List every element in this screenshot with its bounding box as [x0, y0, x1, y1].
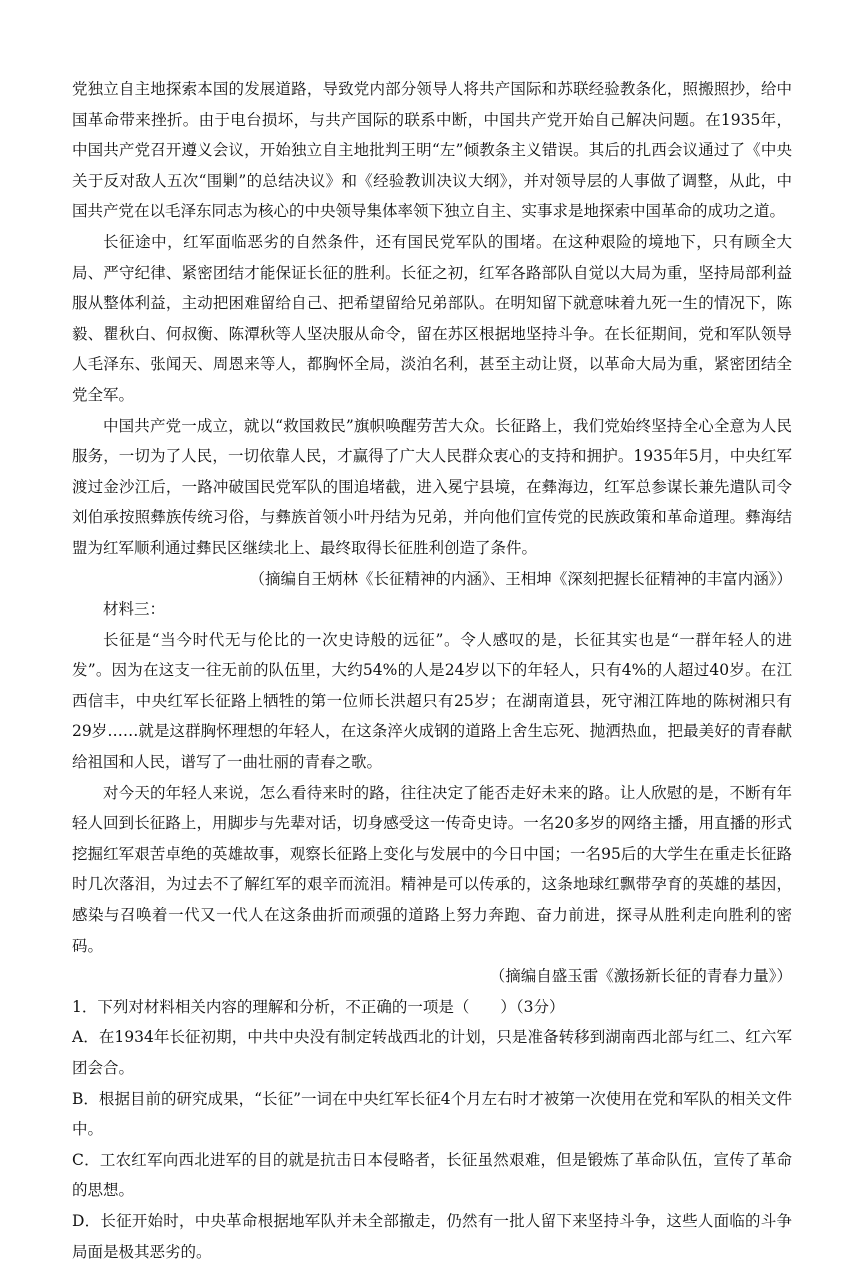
option-c[interactable]: C．工农红军向西北进军的目的就是抗击日本侵略者，长征虽然艰难，但是锻炼了革命队伍，宣传了革命的思想。 — [72, 1150, 792, 1200]
source-citation-2: （摘编自王炳林《长征精神的内涵》、王相坤《深刻把握长征精神的丰富内涵》） — [249, 569, 792, 588]
material-3-paragraph-1: 长征是“当今时代无与伦比的一次史诗般的远征”。令人感叹的是，长征其实也是“一群年轻人的进发”。因为在这支一往无前的队伍里，大约54%的人是24岁以下的年轻人，只有4%的人超过40岁。在江西信丰，中央红军长征路上牺牲的第一位师长洪超只有25岁；在湖南道县，死守湘江阵地的陈树湘只有29岁……就是这群胸怀理想的年轻人，在这条淬火成钢的道路上舍生忘死、抛洒热血，把最美好的青春献给祖国和人民，谱写了一曲壮丽的青春之歌。 — [72, 630, 792, 772]
option-a[interactable]: A．在1934年长征初期，中共中央没有制定转战西北的计划，只是准备转移到湖南西北部与红二、红六军团会合。 — [72, 1028, 792, 1077]
option-d[interactable]: D．长征开始时，中央革命根据地军队并未全部撤走，仍然有一批人留下来坚持斗争，这些人面临的斗争局面是极其恶劣的。 — [72, 1211, 792, 1261]
paragraph-discipline: 长征途中，红军面临恶劣的自然条件，还有国民党军队的围堵。在这种艰险的境地下，只有顾全大局、严守纪律、紧密团结才能保证长征的胜利。长征之初，红军各路部队自觉以大局为重，坚持局部利益服从整体利益，主动把困难留给自己、把希望留给兄弟部队。在明知留下就意味着九死一生的情况下，陈毅、瞿秋白、何叔衡、陈潭秋等人坚决服从命令，留在苏区根据地坚持斗争。在长征期间，党和军队领导人毛泽东、张闻天、周恩来等人，都胸怀全局，淡泊名利，甚至主动让贤，以革命大局为重，紧密团结全党全军。 — [72, 232, 792, 404]
paragraph-people: 中国共产党一成立，就以“救国救民”旗帜唤醒劳苦大众。长征路上，我们党始终坚持全心全意为人民服务，一切为了人民，一切依靠人民，才赢得了广大人民群众衷心的支持和拥护。1935年5月，中央红军渡过金沙江后，一路冲破国民党军队的围追堵截，进入冕宁县境，在彝海边，红军总参谋长兼先遣队司令刘伯承按照彝族传统习俗，与彝族首领小叶丹结为兄弟，并向他们宣传党的民族政策和革命道理。彝海结盟为红军顺利通过彝民区继续北上、最终取得长征胜利创造了条件。 — [72, 416, 792, 557]
option-b[interactable]: B．根据目前的研究成果，“长征”一词在中央红军长征4个月左右时才被第一次使用在党和军队的相关文件中。 — [72, 1089, 792, 1139]
material-3-paragraph-2: 对今天的年轻人来说，怎么看待来时的路，往往决定了能否走好未来的路。让人欣慰的是，不断有年轻人回到长征路上，用脚步与先辈对话，切身感受这一传奇史诗。一名20多岁的网络主播，用直播的形式挖掘红军艰苦卓绝的英雄故事，观察长征路上变化与发展中的今日中国；一名95后的大学生在重走长征路时几次落泪，为过去不了解红军的艰辛而流泪。精神是可以传承的，这条地球红飘带孕育的英雄的基因，感染与召唤着一代又一代人在这条曲折而顽强的道路上努力奔跑、奋力前进，探寻从胜利走向胜利的密码。 — [72, 783, 792, 955]
source-citation-3: （摘编自盛玉雷《激扬新长征的青春力量》） — [489, 967, 792, 986]
document-page — [72, 74, 792, 1267]
paragraph-continued: 党独立自主地探索本国的发展道路，导致党内部分领导人将共产国际和苏联经验教条化，照搬照抄，给中国革命带来挫折。由于电台损坏，与共产国际的联系中断，中国共产党开始自己解决问题。在1935年，中国共产党召开遵义会议，开始独立自主地批判王明“左”倾教条主义错误。其后的扎西会议通过了《中央关于反对敌人五次“围剿”的总结决议》和《经验教训决议大纲》，并对领导层的人事做了调整，从此，中国共产党在以毛泽东同志为核心的中央领导集体率领下独立自主、实事求是地探索中国革命的成功之道。 — [72, 80, 792, 221]
question-stem: 1．下列对材料相关内容的理解和分析，不正确的一项是（ ）（3分） — [72, 997, 565, 1016]
material-3-heading: 材料三： — [103, 600, 166, 619]
